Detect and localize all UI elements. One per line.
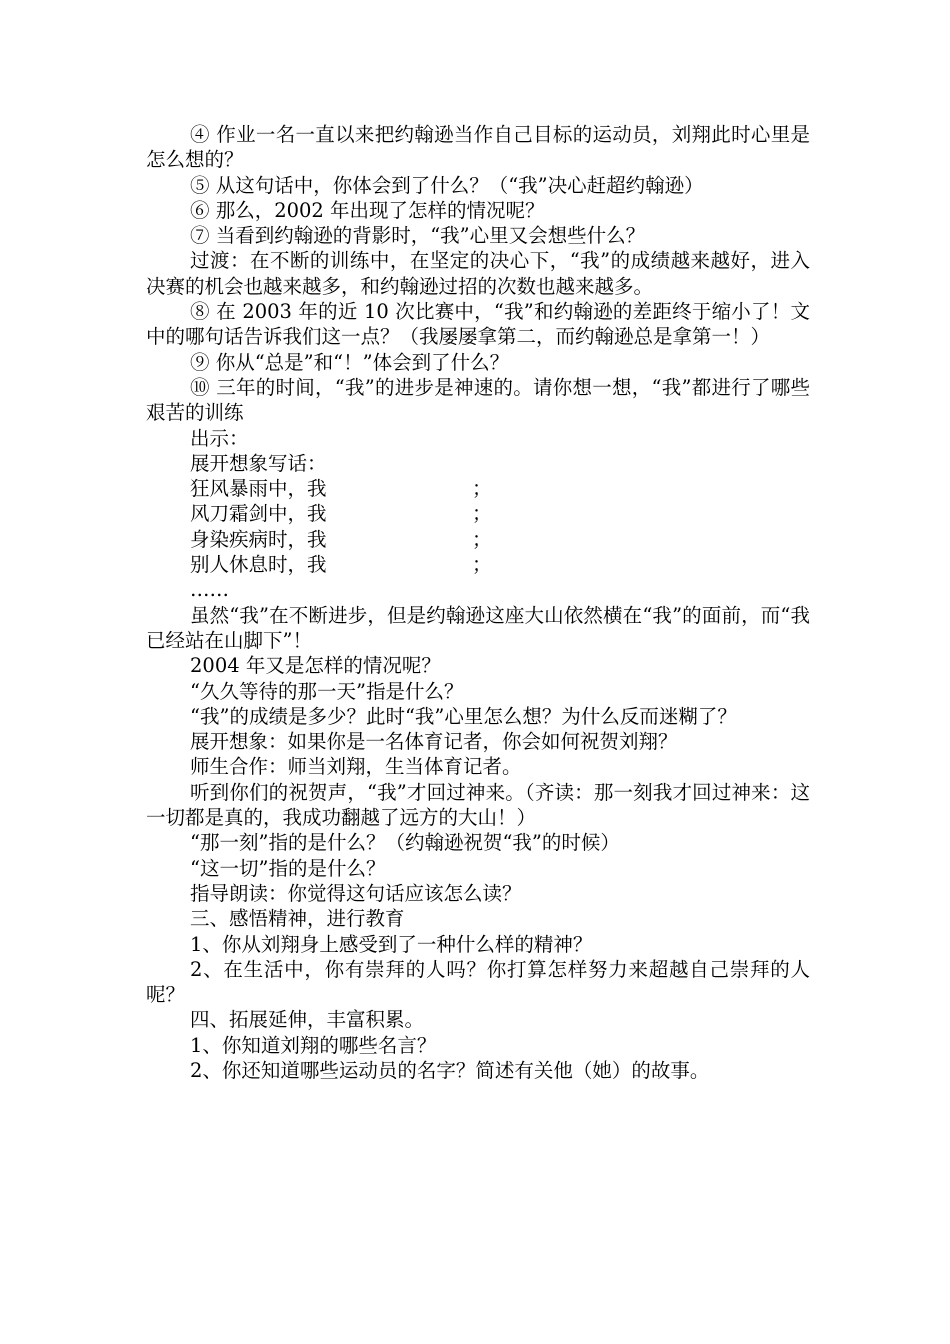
paragraph: 师生合作：师当刘翔，生当体育记者。	[190, 755, 522, 779]
fill-blank-row	[146, 476, 810, 501]
fill-blank-end: ；	[472, 477, 492, 501]
paragraph: 展开想象写话：	[190, 451, 327, 475]
section-heading: 四、拓展延伸，丰富积累。	[190, 1008, 425, 1032]
fill-blank-end: ；	[472, 502, 492, 526]
paragraph: 过渡：在不断的训练中，在坚定的决心下，“我”的成绩越来越好，进入决赛的机会也越来越多，和约翰逊过招的次数也越来越多。	[146, 249, 810, 298]
fill-blank-lead: 别人休息时，我	[190, 553, 327, 577]
paragraph: 指导朗读：你觉得这句话应该怎么读？	[190, 881, 522, 905]
ellipsis: ……	[190, 578, 229, 602]
paragraph: 展开想象：如果你是一名体育记者，你会如何祝贺刘翔？	[190, 730, 678, 754]
fill-blank-lead: 狂风暴雨中，我	[190, 477, 327, 501]
paragraph: 听到你们的祝贺声，“我”才回过神来。（齐读：那一刻我才回过神来：这一切都是真的，我成功翻越了远方的大山！）	[146, 780, 810, 830]
paragraph: “我”的成绩是多少？此时“我”心里怎么想？为什么反而迷糊了？	[190, 704, 737, 728]
fill-blank-end: ；	[472, 527, 492, 551]
paragraph: “久久等待的那一天”指是什么？	[190, 679, 464, 703]
paragraph: 虽然“我”在不断进步，但是约翰逊这座大山依然横在“我”的面前，而“我已经站在山脚下”！	[146, 603, 810, 652]
fill-blank-row	[146, 501, 810, 526]
paragraph: ⑥ 那么，2002 年出现了怎样的情况呢？	[190, 198, 545, 222]
paragraph: ⑩ 三年的时间，“我”的进步是神速的。请你想一想，“我”都进行了哪些艰苦的训练	[146, 375, 810, 425]
paragraph: “这一切”指的是什么？	[190, 856, 386, 880]
paragraph: ⑦ 当看到约翰逊的背影时，“我”心里又会想些什么？	[190, 224, 646, 248]
paragraph: 2004 年又是怎样的情况呢？	[190, 654, 441, 678]
section-heading: 三、感悟精神，进行教育	[190, 907, 405, 931]
paragraph: 1、你知道刘翔的哪些名言？	[190, 1033, 437, 1057]
fill-blank-lead: 风刀霜剑中，我	[190, 502, 327, 526]
paragraph: “那一刻”指的是什么？（约翰逊祝贺“我”的时候）	[190, 831, 620, 855]
fill-blank-row	[146, 552, 810, 577]
paragraph: ⑨ 你从“总是”和“！”体会到了什么？	[190, 350, 510, 374]
paragraph: ⑤ 从这句话中，你体会到了什么？（“我”决心赶超约翰逊）	[190, 173, 704, 197]
paragraph: ④ 作业一名一直以来把约翰逊当作自己目标的运动员，刘翔此时心里是怎么想的？	[146, 123, 810, 172]
fill-blank-row	[146, 527, 810, 552]
fill-blank-end: ；	[472, 553, 492, 577]
fill-blank-lead: 身染疾病时，我	[190, 527, 327, 551]
document-page	[146, 122, 810, 1083]
paragraph: 1、你从刘翔身上感受到了一种什么样的精神？	[190, 932, 593, 956]
paragraph: 2、你还知道哪些运动员的名字？简述有关他（她）的故事。	[190, 1058, 710, 1082]
paragraph: ⑧ 在 2003 年的近 10 次比赛中，“我”和约翰逊的差距终于缩小了！文中的哪句话告诉我们这一点？（我屡屡拿第二，而约翰逊总是拿第一！）	[146, 300, 810, 349]
paragraph: 2、在生活中，你有崇拜的人吗？你打算怎样努力来超越自己崇拜的人呢？	[146, 957, 810, 1007]
paragraph: 出示：	[190, 426, 249, 450]
